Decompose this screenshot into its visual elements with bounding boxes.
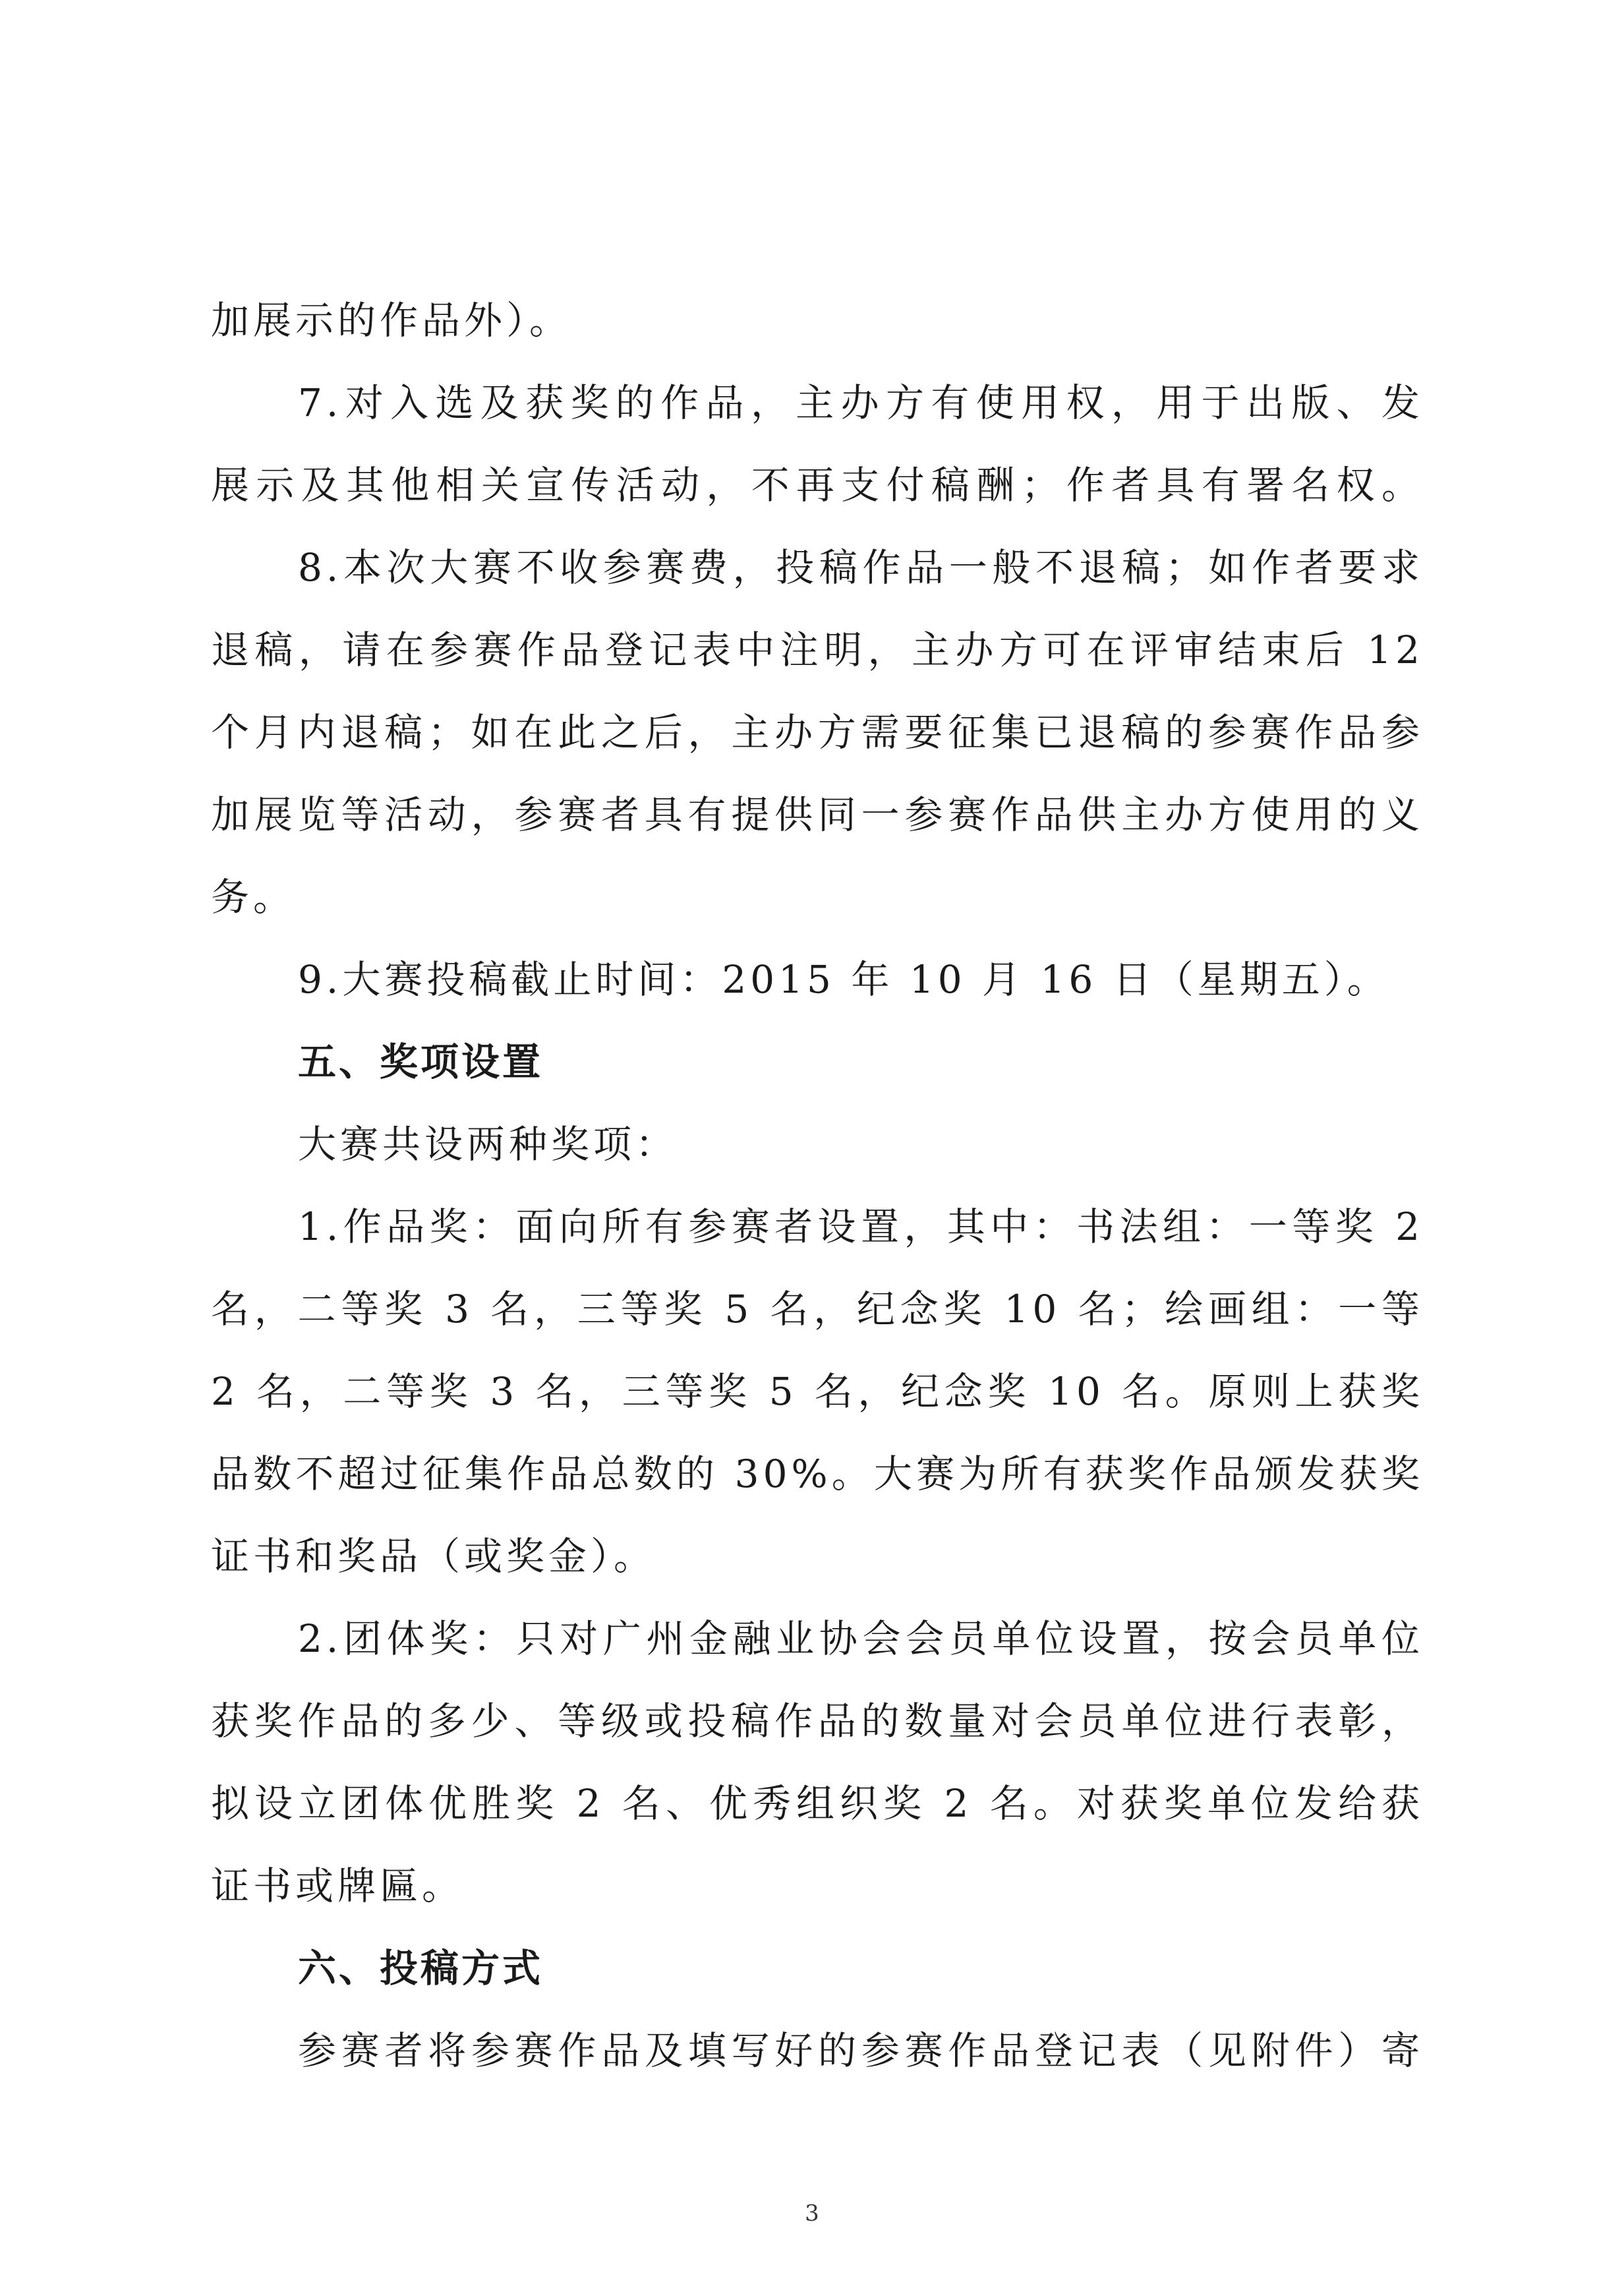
- section-heading-submission: 六、投稿方式: [298, 1946, 544, 1991]
- text-line: 拟设立团体优胜奖 2 名、优秀组织奖 2 名。对获奖单位发给获: [211, 1781, 1424, 1826]
- text-line: 8.本次大赛不收参赛费，投稿作品一般不退稿；如作者要求: [298, 545, 1424, 590]
- text-line: 9.大赛投稿截止时间：2015 年 10 月 16 日（星期五）。: [298, 957, 1389, 1002]
- page-number: 3: [805, 2200, 819, 2227]
- text-line: 加展示的作品外）。: [211, 298, 572, 343]
- text-line: 2 名，二等奖 3 名，三等奖 5 名，纪念奖 10 名。原则上获奖: [211, 1369, 1424, 1414]
- text-line: 名，二等奖 3 名，三等奖 5 名，纪念奖 10 名；绘画组：一等: [211, 1287, 1424, 1331]
- text-line: 获奖作品的多少、等级或投稿作品的数量对会员单位进行表彰，: [211, 1699, 1424, 1743]
- text-line: 务。: [211, 875, 296, 920]
- text-line: 参赛者将参赛作品及填写好的参赛作品登记表（见附件）寄: [298, 2028, 1424, 2073]
- text-line: 证书或牌匾。: [211, 1863, 465, 1908]
- text-line: 展示及其他相关宣传活动，不再支付稿酬；作者具有署名权。: [211, 463, 1424, 508]
- text-line: 1.作品奖：面向所有参赛者设置，其中：书法组：一等奖 2: [298, 1204, 1424, 1249]
- text-line: 退稿，请在参赛作品登记表中注明，主办方可在评审结束后 12: [211, 628, 1424, 672]
- text-line: 2.团体奖：只对广州金融业协会会员单位设置，按会员单位: [298, 1616, 1424, 1661]
- text-line: 加展览等活动，参赛者具有提供同一参赛作品供主办方使用的义: [211, 792, 1424, 837]
- text-line: 品数不超过征集作品总数的 30%。大赛为所有获奖作品颁发获奖: [211, 1451, 1424, 1496]
- text-line: 大赛共设两种奖项：: [298, 1122, 678, 1167]
- text-line: 证书和奖品（或奖金）。: [211, 1534, 656, 1579]
- text-line: 个月内退稿；如在此之后，主办方需要征集已退稿的参赛作品参: [211, 710, 1424, 755]
- section-heading-awards: 五、奖项设置: [298, 1039, 544, 1084]
- text-line: 7.对入选及获奖的作品，主办方有使用权，用于出版、发: [298, 380, 1424, 425]
